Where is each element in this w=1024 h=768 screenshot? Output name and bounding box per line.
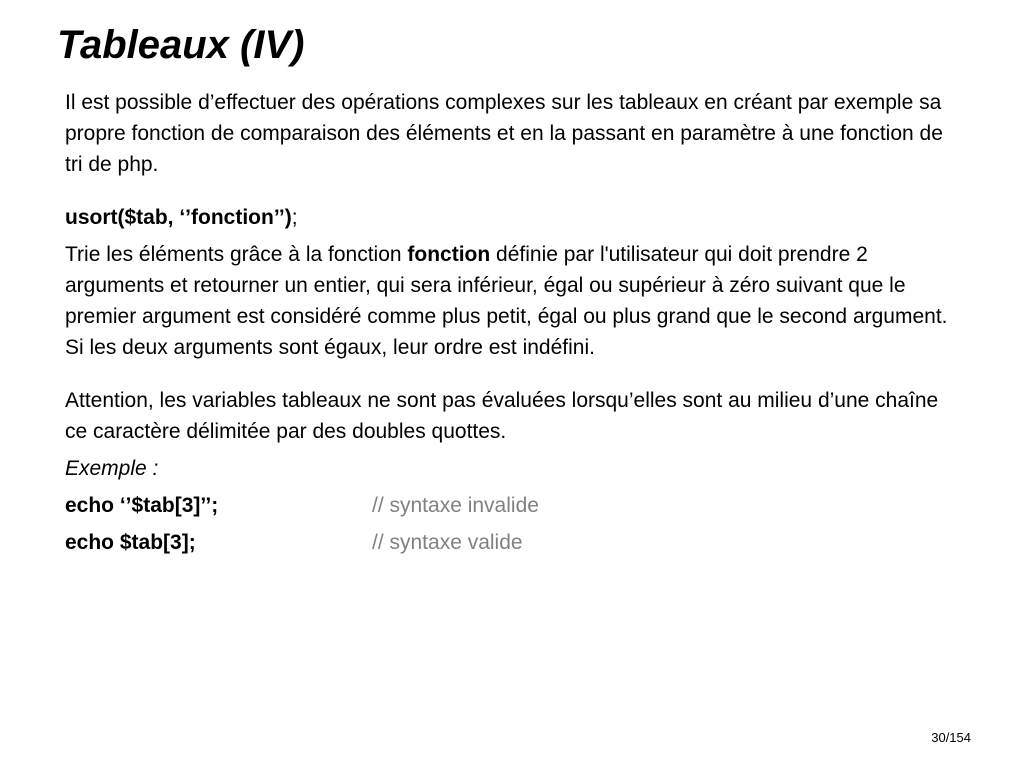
example-label: Exemple : xyxy=(65,457,159,480)
code-examples xyxy=(65,490,965,558)
usort-description xyxy=(65,239,965,363)
usort-signature-suffix: ; xyxy=(291,206,298,229)
code-example-line xyxy=(65,527,965,558)
description-text-before: Trie les éléments grâce à la fonction xyxy=(65,243,408,266)
slide-title: Tableaux (IV) xyxy=(57,23,305,67)
slide-content xyxy=(65,87,965,558)
description-text-after: définie par l'utilisateur qui doit prendre 2 arguments et retourner un entier, qui sera inférieur, égal ou supérieur à zéro suivant que le premier argument est considéré comme plus petit, égal ou plus grand que le second argument. Si les deux arguments sont égaux, leur ordre est indéfini. xyxy=(65,243,948,359)
page-number: 30/154 xyxy=(931,730,971,745)
usort-signature: usort($tab, ‘’fonction’’) xyxy=(65,206,292,229)
code-comment: // syntaxe invalide xyxy=(372,494,539,517)
attention-paragraph: Attention, les variables tableaux ne sont pas évaluées lorsqu’elles sont au milieu d’une chaîne ce caractère délimitée par des doubles quottes. xyxy=(65,389,939,443)
code-statement: echo $tab[3]; xyxy=(65,531,196,554)
code-example-line xyxy=(65,490,965,521)
code-statement: echo ‘’$tab[3]’’; xyxy=(65,494,219,517)
code-comment: // syntaxe valide xyxy=(372,531,523,554)
description-keyword: fonction xyxy=(407,243,491,266)
usort-signature-line xyxy=(65,202,965,233)
intro-paragraph: Il est possible d’effectuer des opérations complexes sur les tableaux en créant par exemple sa propre fonction de comparaison des éléments et en la passant en paramètre à une fonction de tri de php. xyxy=(65,91,943,176)
